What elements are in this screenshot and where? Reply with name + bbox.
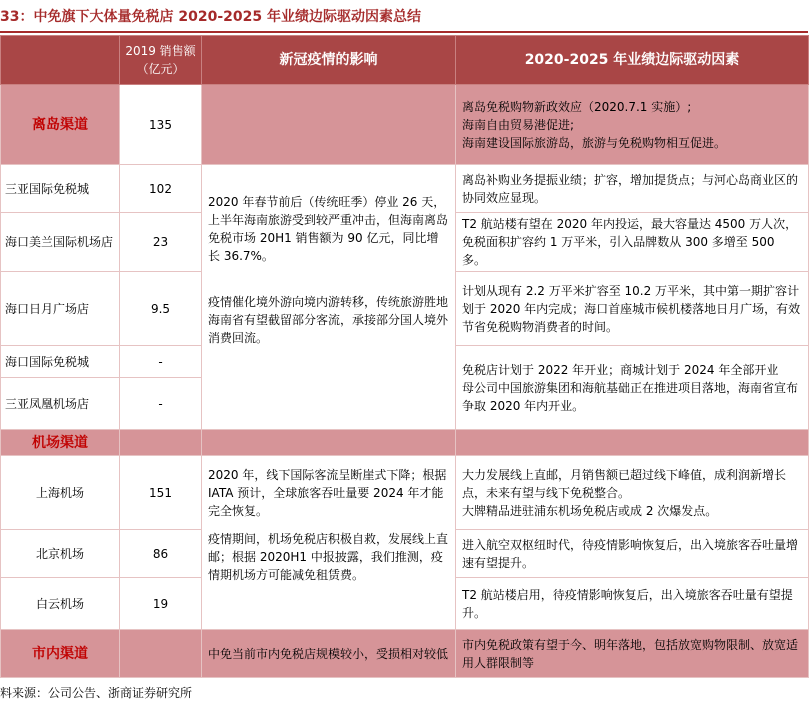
- store-sales: 102: [120, 165, 202, 213]
- category-row-city: [1, 630, 809, 678]
- category-island-drivers: [456, 85, 809, 165]
- store-driver: [456, 456, 809, 530]
- header-row: [1, 36, 809, 85]
- category-city-label: 市内渠道: [1, 630, 120, 678]
- category-island-sales: 135: [120, 85, 202, 165]
- header-impact: 新冠疫情的影响: [202, 36, 456, 85]
- island-impact-2: 疫情催化境外游向境内游转移，传统旅游胜地海南省有望截留部分客流，承接部分国人境外消费回流。: [208, 295, 449, 345]
- store-name: 三亚凤凰机场店: [1, 378, 120, 430]
- store-driver-line: 大牌精品进驻浦东机场免税店或成 2 次爆发点。: [462, 503, 718, 518]
- store-sales: 19: [120, 578, 202, 630]
- store-sales: -: [120, 346, 202, 378]
- city-driver: 市内免税政策有望于今、明年落地，包括放宽购物限制、放宽适用人群限制等: [456, 630, 809, 678]
- island-driver-2: 海南自由贸易港促进;: [462, 117, 575, 132]
- store-driver: 计划从现有 2.2 万平米扩容至 10.2 万平米，其中第一期扩容计划于 2020 年内完成；海口首座城市候机楼落地日月广场，有效节省免税购物消费者的时间。: [456, 272, 809, 346]
- store-sales: -: [120, 378, 202, 430]
- category-row-island: [1, 85, 809, 165]
- header-sales-line1: 2019 销售额: [125, 44, 196, 58]
- store-sales: 151: [120, 456, 202, 530]
- summary-table: [0, 35, 809, 678]
- category-city-sales-empty: [120, 630, 202, 678]
- header-store: [1, 36, 120, 85]
- airport-impact-cell: [202, 456, 456, 630]
- header-drivers: 2020-2025 年业绩边际驱动因素: [456, 36, 809, 85]
- city-impact: 中免当前市内免税店规模较小，受损相对较低: [202, 630, 456, 678]
- category-airport-drivers-empty: [456, 430, 809, 456]
- header-sales: [120, 36, 202, 85]
- source-note: 料来源：公司公告、浙商证券研究所: [0, 686, 193, 700]
- store-sales: 9.5: [120, 272, 202, 346]
- store-driver: T2 航站楼启用，待疫情影响恢复后，出入境旅客吞吐量有望提升。: [456, 578, 809, 630]
- store-driver-line: 大力发展线上直邮，月销售额已超过线下峰值，成利润新增长点，未来有望与线下免税整合。: [462, 467, 787, 500]
- store-driver: 离岛补购业务提振业绩；扩容，增加提货点；与河心岛商业区的协同效应显现。: [456, 165, 809, 213]
- header-sales-line2: （亿元）: [136, 62, 185, 76]
- store-driver: 免税店计划于 2022 年开业；商城计划于 2024 年全部开业: [462, 362, 779, 377]
- category-airport-sales-empty: [120, 430, 202, 456]
- store-driver: 进入航空双枢纽时代，待疫情影响恢复后，出入境旅客吞吐量增速有望提升。: [456, 530, 809, 578]
- store-sales: 86: [120, 530, 202, 578]
- store-name: 三亚国际免税城: [1, 165, 120, 213]
- store-driver: 母公司中国旅游集团和海航基础正在推进项目落地，海南省宣布争取 2020 年内开业。: [462, 380, 799, 413]
- island-impact-1: 2020 年春节前后（传统旺季）停业 26 天，上半年海南旅游受到较严重冲击，但海南离岛免税市场 20H1 销售额为 90 亿元，同比增长 36.7%。: [208, 195, 449, 263]
- store-sales: 23: [120, 213, 202, 272]
- category-island-label: 离岛渠道: [1, 85, 120, 165]
- airport-impact-2: 疫情期间，机场免税店积极自救，发展线上直邮；根据 2020H1 中报披露，我们推测，疫情期机场方可能减免租赁费。: [208, 532, 449, 582]
- category-airport-impact-empty: [202, 430, 456, 456]
- island-driver-3: 海南建设国际旅游岛，旅游与免税购物相互促进。: [462, 135, 727, 150]
- store-name: 白云机场: [1, 578, 120, 630]
- airport-impact-1: 2020 年，线下国际客流呈断崖式下降；根据 IATA 预计，全球旅客吞吐量要 2024 年才能完全恢复。: [208, 468, 447, 518]
- page-title: 33：中免旗下大体量免税店 2020-2025 年业绩边际驱动因素总结: [0, 9, 421, 25]
- store-name: 海口国际免税城: [1, 346, 120, 378]
- table-row: [1, 456, 809, 530]
- store-name: 北京机场: [1, 530, 120, 578]
- title-rule: [0, 31, 808, 33]
- island-driver-1: 离岛免税购物新政效应（2020.7.1 实施）;: [462, 99, 692, 114]
- table-row: [1, 165, 809, 213]
- store-name: 上海机场: [1, 456, 120, 530]
- category-island-impact-empty: [202, 85, 456, 165]
- store-name: 海口日月广场店: [1, 272, 120, 346]
- island-impact-cell: [202, 165, 456, 430]
- category-row-airport: [1, 430, 809, 456]
- store-name: 海口美兰国际机场店: [1, 213, 120, 272]
- store-driver: T2 航站楼有望在 2020 年内投运，最大容量达 4500 万人次，免税面积扩容约 1 万平米，引入品牌数从 300 多增至 500 多。: [456, 213, 809, 272]
- store-driver-merged: [456, 346, 809, 430]
- category-airport-label: 机场渠道: [1, 430, 120, 456]
